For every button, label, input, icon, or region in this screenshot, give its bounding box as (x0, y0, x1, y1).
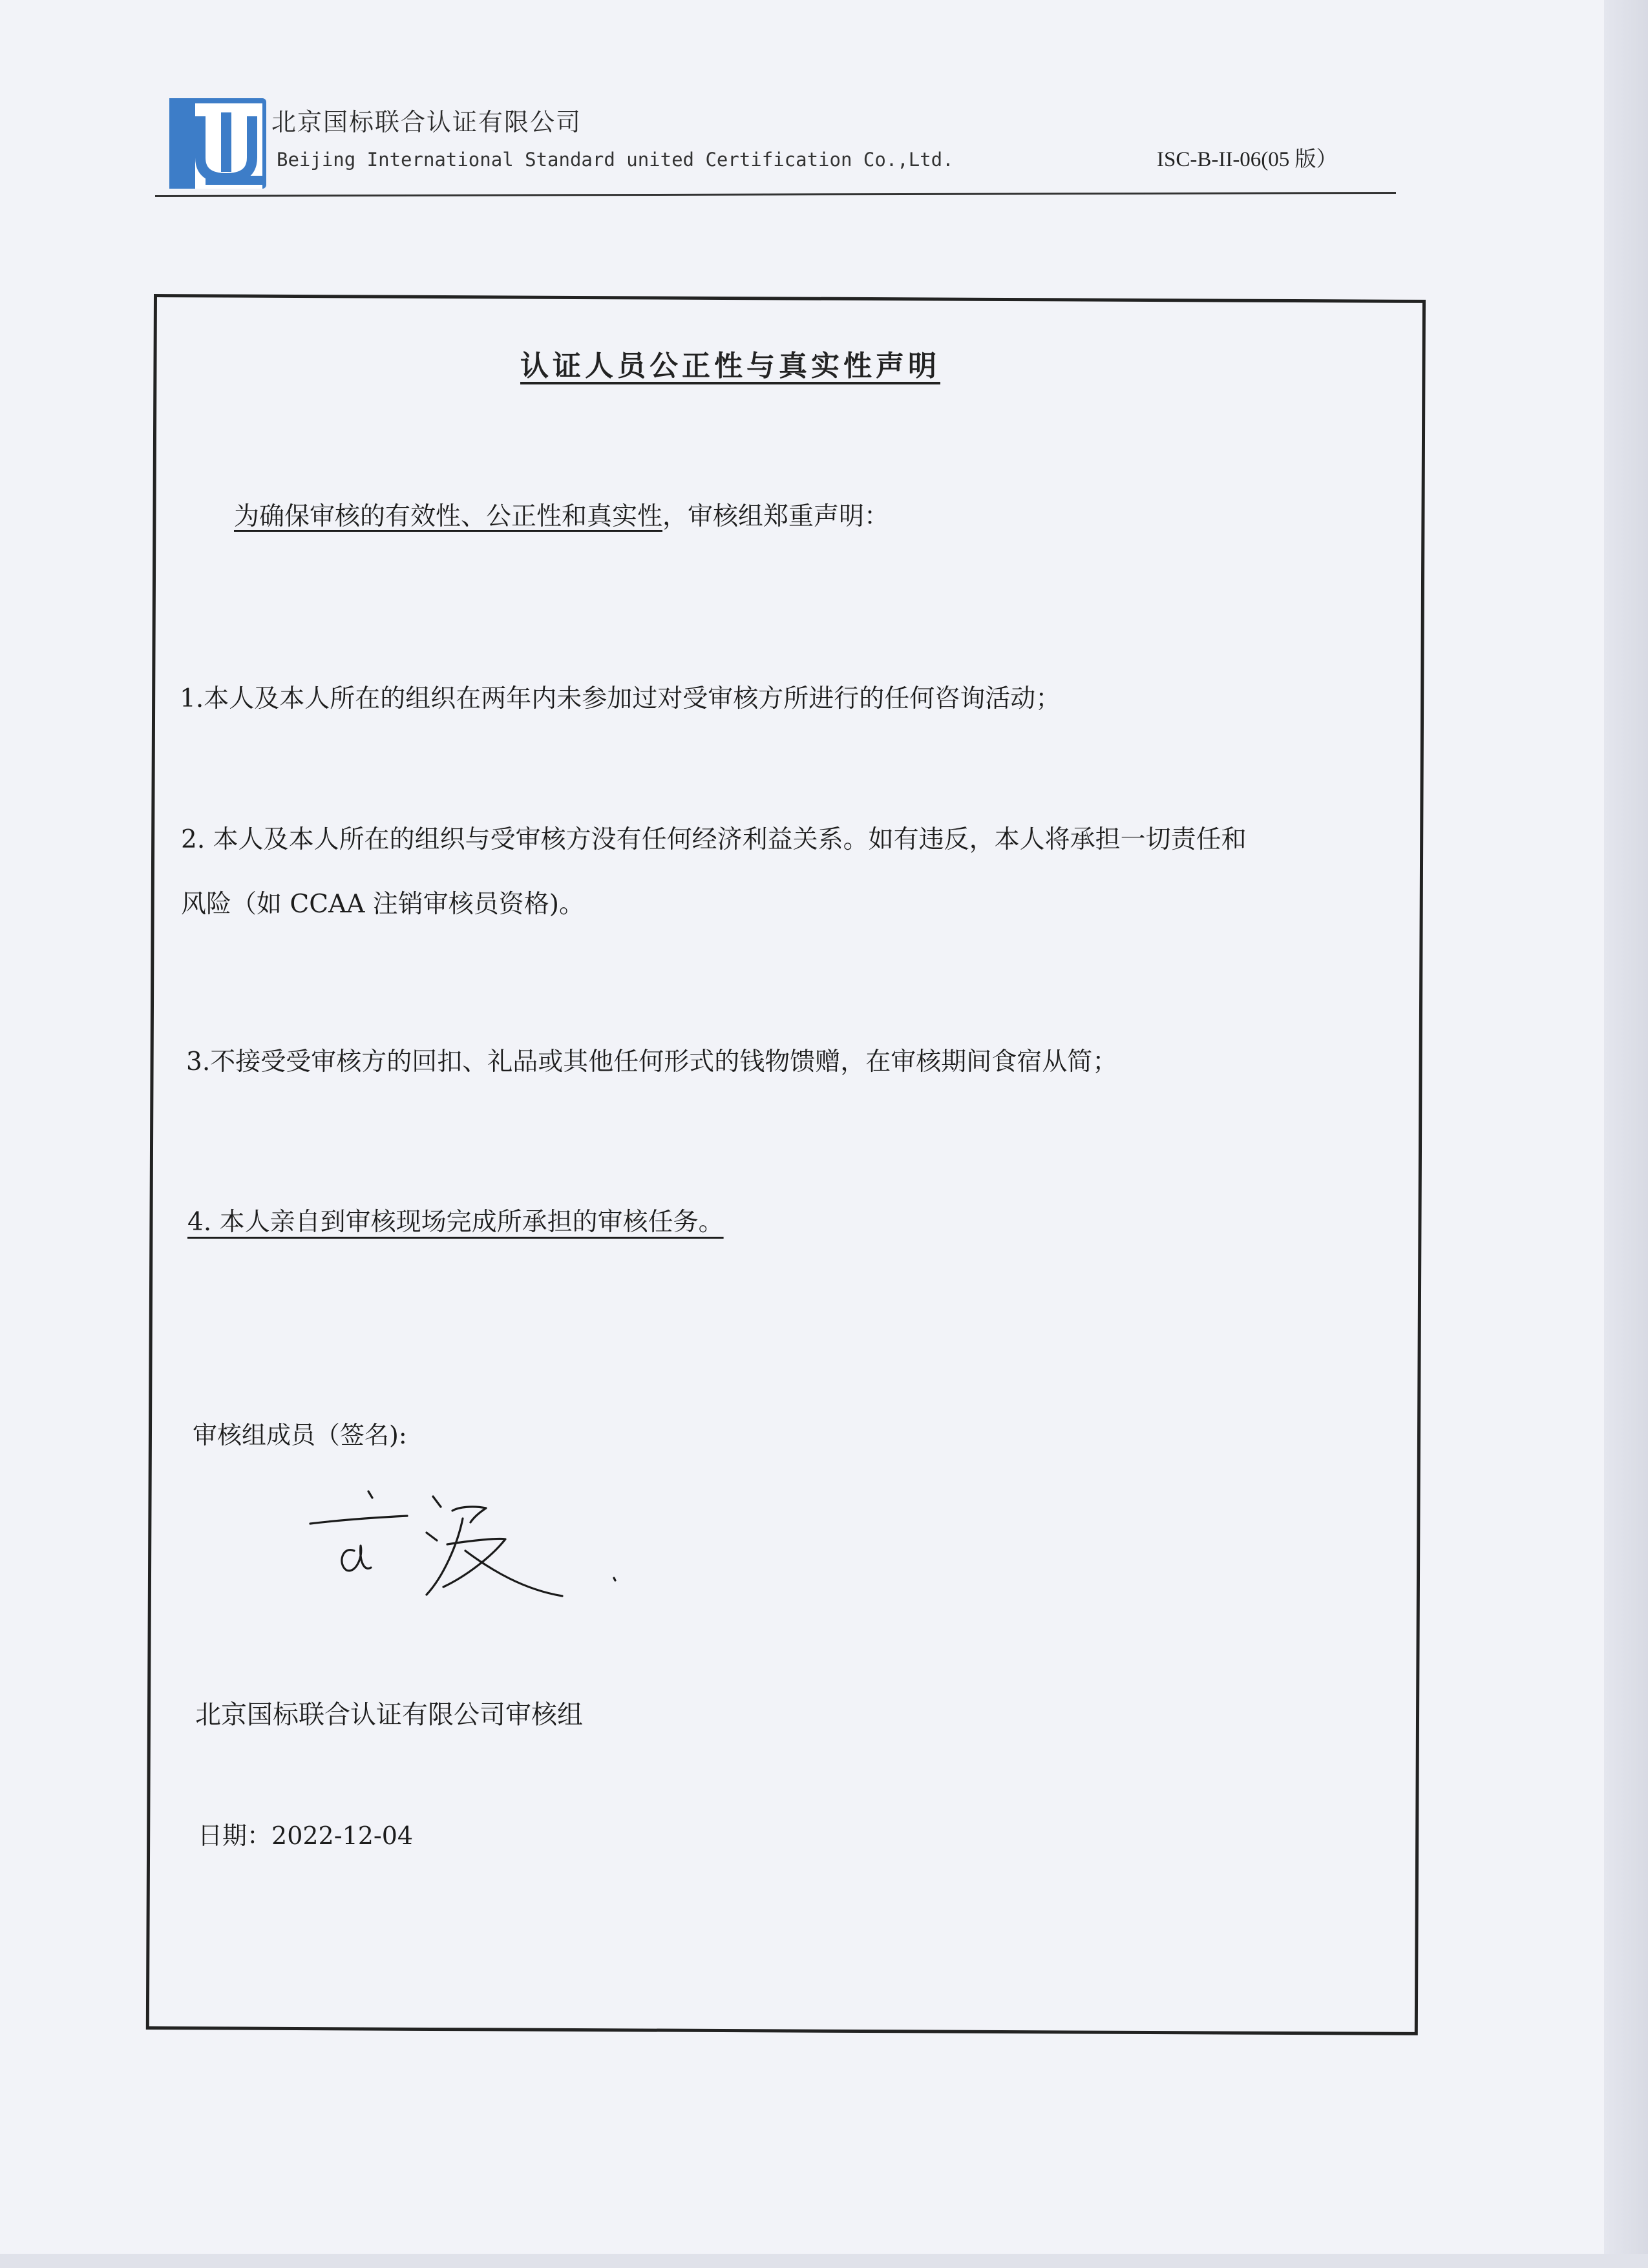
signature-label: 审核组成员（签名): (193, 1421, 407, 1449)
form-code: ISC-B-II-06(05 版） (1157, 148, 1338, 171)
header-divider (155, 192, 1396, 197)
intro-paragraph (234, 496, 889, 532)
date-line (198, 1816, 413, 1851)
date-label: 日期： (198, 1822, 272, 1850)
company-logo (167, 96, 270, 193)
handwritten-signature (304, 1473, 640, 1615)
audit-team-name: 北京国标联合认证有限公司审核组 (195, 1700, 583, 1730)
document-title: 认证人员公正性与真实性声明 (520, 350, 940, 383)
company-name-cn: 北京国标联合认证有限公司 (271, 108, 582, 136)
statement-item-2-line-2: 风险（如 CCAA 注销审核员资格)。 (181, 890, 585, 919)
statement-item-1: 1.本人及本人所在的组织在两年内未参加过对受审核方所进行的任何咨询活动； (180, 684, 1061, 713)
statement-item-3: 3.不接受受审核方的回扣、礼品或其他任何形式的钱物馈赠，在审核期间食宿从简； (186, 1047, 1118, 1076)
statement-box (146, 294, 1426, 2035)
date-value: 2022-12-04 (271, 1822, 414, 1850)
statement-item-2-line-1: 2. 本人及本人所在的组织与受审核方没有任何经济利益关系。如有违反，本人将承担一切责任和 (181, 825, 1247, 854)
page-edge-bottom (0, 2254, 1648, 2268)
statement-item-4: 4. 本人亲自到审核现场完成所承担的审核任务。 (187, 1208, 724, 1237)
company-name-en: Beijing International Standard united Certification Co.,Ltd. (277, 149, 954, 171)
intro-text: ，审核组郑重声明： (662, 502, 890, 531)
intro-underlined-text: 为确保审核的有效性、公正性和真实性 (234, 502, 663, 531)
page-edge-shadow (1604, 0, 1648, 2268)
